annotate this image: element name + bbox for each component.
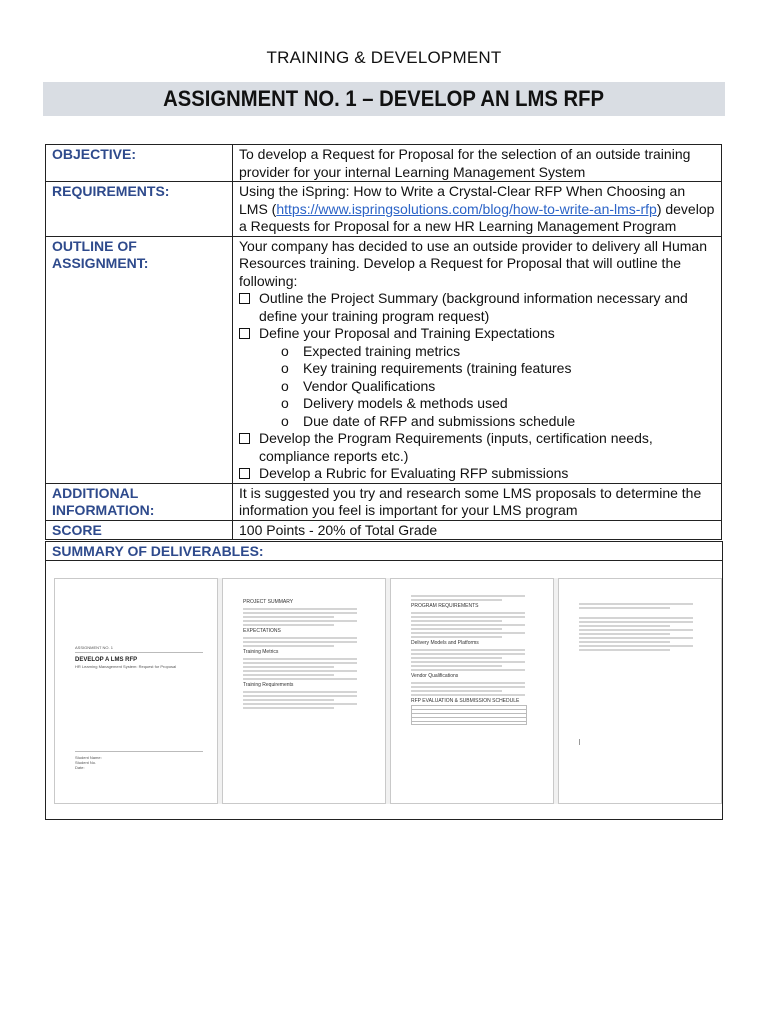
table-row-outline <box>46 236 722 483</box>
outline-intro: Your company has decided to use an outside provider to delivery all Human Resources training. Develop a Request for Proposal that will outline the following: <box>239 237 707 289</box>
outline-subitem-text: Due date of RFP and submissions schedule <box>303 412 576 429</box>
requirements-text-after: ) develop a Requests for Proposal for a new HR Learning Management Program <box>239 200 715 234</box>
thumb-heading: Training Requirements <box>243 682 294 688</box>
thumb-subtitle: HR Learning Management System: Request for Proposal <box>75 664 177 669</box>
outline-item <box>239 465 717 483</box>
checkbox-icon <box>239 468 255 483</box>
circle-bullet-icon: o <box>281 360 289 376</box>
objective-text: To develop a Request for Proposal for the selection of an outside training provider for your internal Learning Management System <box>233 145 722 182</box>
thumb-date: Date: <box>75 765 85 770</box>
thumbnail-cover-page <box>54 578 218 804</box>
deliverable-thumbnails <box>54 578 722 804</box>
checkbox-icon <box>239 433 255 465</box>
circle-bullet-icon: o <box>281 342 289 359</box>
summary-label: SUMMARY OF DELIVERABLES: <box>46 542 722 561</box>
score-text: 100 Points - 20% of Total Grade <box>233 520 722 540</box>
assignment-details-table <box>45 144 722 540</box>
requirements-text <box>233 182 722 237</box>
outline-subitem-text: Delivery models & methods used <box>303 395 508 411</box>
thumb-heading: EXPECTATIONS <box>243 628 281 634</box>
thumb-heading: PROGRAM REQUIREMENTS <box>411 603 479 609</box>
outline-subitem-text: Expected training metrics <box>303 342 461 359</box>
outline-subitem-text: Vendor Qualifications <box>303 377 436 394</box>
thumb-heading: Delivery Models and Platforms <box>411 640 479 646</box>
summary-of-deliverables <box>45 541 723 820</box>
outline-subitem <box>239 378 717 396</box>
checkbox-icon <box>239 328 255 343</box>
outline-subitem <box>239 395 717 413</box>
assignment-title-banner <box>43 82 725 116</box>
thumb-student-name: Student Name: <box>75 755 102 760</box>
table-row-objective <box>46 145 722 182</box>
thumb-assignment-no: ASSIGNMENT NO. 1 <box>75 645 113 650</box>
outline-item-text: Define your Proposal and Training Expectations <box>259 325 555 341</box>
table-row-additional <box>46 483 722 520</box>
outline-subitem <box>239 413 717 431</box>
thumb-heading: RFP EVALUATION & SUBMISSION SCHEDULE <box>411 698 520 704</box>
thumbnail-page-3 <box>390 578 554 804</box>
additional-text: It is suggested you try and research some LMS proposals to determine the information you feel is important for your LMS program <box>233 483 722 520</box>
circle-bullet-icon: o <box>281 395 289 411</box>
thumbnail-page-4 <box>558 578 722 804</box>
outline-label: OUTLINE OF ASSIGNMENT: <box>46 236 233 483</box>
outline-item <box>239 430 717 465</box>
outline-content <box>233 236 722 483</box>
thumb-schedule-table <box>411 705 527 725</box>
requirements-text-before: Using the iSpring: How to Write a Crystal-Clear RFP When Choosing an LMS ( <box>239 183 686 217</box>
department-heading: TRAINING & DEVELOPMENT <box>266 48 502 67</box>
objective-label: OBJECTIVE: <box>46 145 233 182</box>
thumb-heading: Training Metrics <box>243 649 279 655</box>
checkbox-icon <box>239 293 255 325</box>
outline-item <box>239 290 717 325</box>
outline-item-text: Develop the Program Requirements (inputs, certification needs, compliance reports etc.) <box>259 430 653 464</box>
thumbnail-page-2 <box>222 578 386 804</box>
thumb-heading: PROJECT SUMMARY <box>243 599 294 605</box>
circle-bullet-icon: o <box>281 377 289 394</box>
outline-item <box>239 325 717 343</box>
outline-item-text: Develop a Rubric for Evaluating RFP submissions <box>259 465 569 481</box>
thumb-student-no: Student No. <box>75 760 97 765</box>
circle-bullet-icon: o <box>281 412 289 429</box>
score-label: SCORE <box>46 520 233 540</box>
ispring-link[interactable]: https://www.ispringsolutions.com/blog/how-to-write-an-lms-rfp <box>276 200 657 217</box>
thumb-heading: Vendor Qualifications <box>411 673 459 679</box>
table-row-requirements <box>46 182 722 237</box>
outline-subitem-text: Key training requirements (training features <box>303 360 572 376</box>
outline-item-text: Outline the Project Summary (background information necessary and define your training program request) <box>259 290 688 324</box>
outline-subitem <box>239 343 717 361</box>
outline-subitem <box>239 360 717 378</box>
table-row-score <box>46 520 722 540</box>
additional-label: ADDITIONAL INFORMATION: <box>46 483 233 520</box>
assignment-title: ASSIGNMENT NO. 1 – DEVELOP AN LMS RFP <box>163 86 605 111</box>
requirements-label: REQUIREMENTS: <box>46 182 233 237</box>
thumb-title: DEVELOP A LMS RFP <box>75 657 138 663</box>
